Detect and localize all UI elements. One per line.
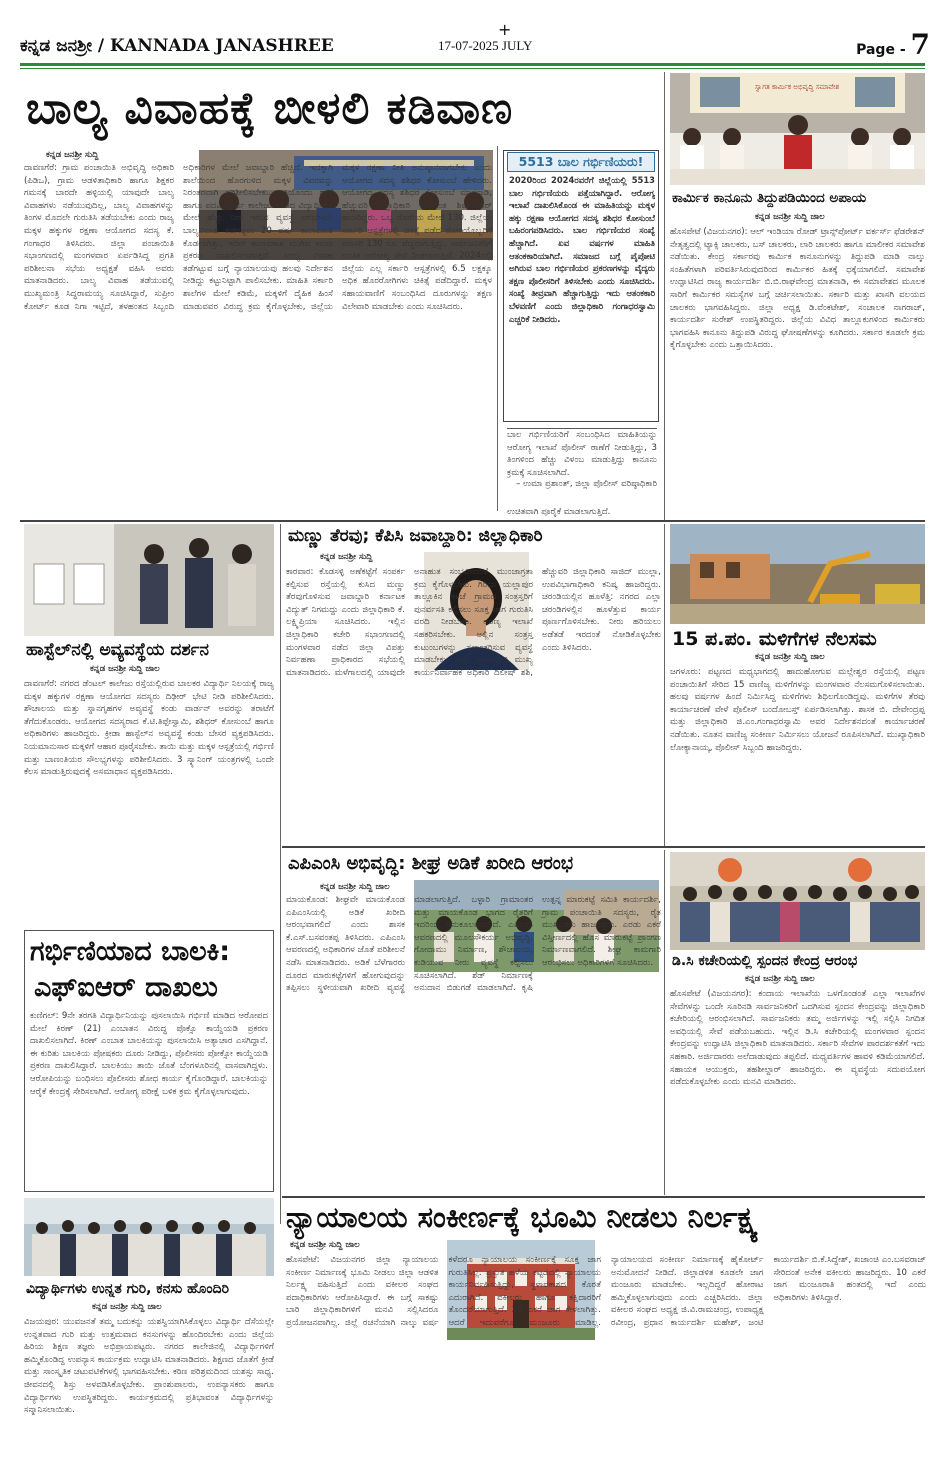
column-rule (664, 524, 665, 846)
students-body: ವಿಜಯಪುರ: ಯುವಜನತೆ ತಮ್ಮ ಬದುಕನ್ನು ಯಶಸ್ವಿಯಾಗಿಸಿಕೊಳ್ಳಲು ವಿದ್ಯಾರ್ಥಿ ದೆಸೆಯಲ್ಲೇ ಉನ್ನತವಾದ ಗುರಿ ಮತ್ತು ಉತ್ತಮವಾದ ಕನಸುಗಳನ್ನು ಹೊಂದಿರಬೇಕು ಎಂದು ಜಿಲ್ಲೆಯ ಹಿರಿಯ ಶಿಕ್ಷಣ ತಜ್ಞರು ಅಭಿಪ್ರಾಯಪಟ್ಟರು. ನಗರದ ಕಾಲೇಜಿನಲ್ಲಿ ವಿದ್ಯಾರ್ಥಿಗಳಿಗೆ ಹಮ್ಮಿಕೊಂಡಿದ್ದ ಉಪನ್ಯಾಸ ಕಾರ್ಯಕ್ರಮ ಉದ್ಘಾಟಿಸಿ ಮಾತನಾಡಿದರು. ಶಿಕ್ಷಣದ ಜೊತೆಗೆ ಕ್ರೀಡೆ ಮತ್ತು ಸಾಂಸ್ಕೃತಿಕ ಚಟುವಟಿಕೆಗಳಲ್ಲಿ ಭಾಗವಹಿಸಬೇಕು. ಕಠಿಣ ಪರಿಶ್ರಮದಿಂದ ಯಶಸ್ಸು ಸಾಧ್ಯ. ಜೀವನದಲ್ಲಿ ಶಿಸ್ತು ಅಳವಡಿಸಿಕೊಳ್ಳಬೇಕು. ಪ್ರಾಂಶುಪಾಲರು, ಉಪನ್ಯಾಸಕರು ಹಾಗೂ ವಿದ್ಯಾರ್ಥಿಗಳು ಉಪಸ್ಥಿತರಿದ್ದರು. ಕಾರ್ಯಕ್ರಮದಲ್ಲಿ ಪ್ರತಿಭಾವಂತ ವಿದ್ಯಾರ್ಥಿಗಳನ್ನು ಸನ್ಮಾನಿಸಲಾಯಿತು. (24, 1317, 274, 1416)
court-headline: ನ್ಯಾಯಾಲಯ ಸಂಕೀರ್ಣಕ್ಕೆ ಭೂಮಿ ನೀಡಲು ನಿರ್ಲಕ್ಷ್ಯ (286, 1200, 759, 1234)
labour-headline: ಕಾರ್ಮಿಕ ಕಾನೂನು ತಿದ್ದುಪಡಿಯಿಂದ ಅಪಾಯ (672, 190, 867, 206)
demolition-photo-graphic (670, 524, 925, 624)
sidebar-quote-author: – ಉಮಾ ಪ್ರಶಾಂತ್, ಜಿಲ್ಲಾ ಪೊಲೀಸ್ ವರಿಷ್ಠಾಧಿಕಾರಿ (516, 479, 657, 489)
child-marriage-body: ದಾವಣಗೆರೆ: ಗ್ರಾಮ ಪಂಚಾಯಿತಿ ಅಭಿವೃದ್ಧಿ ಅಧಿಕಾರಿ (ಪಿಡಿಒ), ಗ್ರಾಮ ಆಡಳಿತಾಧಿಕಾರಿ ಹಾಗೂ ಶಿಕ್ಷಕರ ಗಮನಕ್ಕೆ ಬಾರದೇ ಹಳ್ಳಿಯಲ್ಲಿ ಯಾವುದೇ ಬಾಲ್ಯ ವಿವಾಹಗಳು ನಡೆಯುವುದಿಲ್ಲ, ಬಾಲ್ಯ ವಿವಾಹಗಳನ್ನು ತಿಂಗಳ ಮೊದಲೇ ಗುರುತಿಸಿ ತಡೆಯಬೇಕು ಎಂದು ರಾಜ್ಯ ಮಕ್ಕಳ ಹಕ್ಕುಗಳ ರಕ್ಷಣಾ ಆಯೋಗದ ಸದಸ್ಯ ಕೆ. ಗಂಗಾಧರ ತಿಳಿಸಿದರು. ಜಿಲ್ಲಾ ಪಂಚಾಯಿತಿ ಸಭಾಂಗಣದಲ್ಲಿ ಮಂಗಳವಾರ ಏರ್ಪಡಿಸಿದ್ದ ಪ್ರಗತಿ ಪರಿಶೀಲನಾ ಸಭೆಯ ಅಧ್ಯಕ್ಷತೆ ವಹಿಸಿ ಅವರು ಮಾತನಾಡಿದರು. ಬಾಲ್ಯ ವಿವಾಹ ತಡೆಯುವಲ್ಲಿ ಮುಖ್ಯಮಂತ್ರಿ ಸಿದ್ಧರಾಮಯ್ಯ ಸೂಚಿಸಿದ್ದಾರೆ, ಸುಪ್ರೀಂ ಕೋರ್ಟ್ ಕೂಡ ನಿಗಾ ಇಟ್ಟಿದೆ, ತಳಹಂತದ ಸಿಬ್ಬಂದಿ ಅಧಿಕಾರಿಗಳ ಮೇಲೆ ಜವಾಬ್ದಾರಿ ಹೆಚ್ಚಿದೆ. ಇದಕ್ಕಾಗಿ ಶಾಲೆಯಿಂದ ಹೊರಗುಳಿದ ಮಕ್ಕಳ ವಿವರವನ್ನು ನಿರಂತರವಾಗಿ ಪರಿಶೀಲಿಸಬೇಕು. ಪ್ರತಿಯೊಂದು ಶಾಲೆ ಹಾಗೂ ಪದವಿ ಪೂರ್ವ ಕಾಲೇಜು ಹಂತದ ವಿದ್ಯಾರ್ಥಿಗಳ ಮೇಲೆ ಹೆಚ್ಚು ನಿಗಾ ಇರುವ ವ್ಯವಸ್ಥೆ ಆಗಬೇಕಿದೆ. ಬಾಲ್ಯವಿವಾಹ ತಡೆಗಟ್ಟಲು 20 ವರ್ಷ ಕಾಲಾವಕಾಶ ಕೊಡಲಾಗಿತ್ತು, ಇದೀಗ ಕಾಲಾವಕಾಶ ಮುಗಿದ ಕಾರಣ ಪ್ರಕರಣ ದಾಖಲಿಸಲಾಗುತ್ತದೆ. ಬಾಲ್ಯ ವಿವಾಹ ತಡೆಗಟ್ಟುವ ಬಗ್ಗೆ ನ್ಯಾಯಾಲಯವು ಹಲವು ನಿರ್ದೇಶನ ನೀಡಿದ್ದು ಕಟ್ಟುನಿಟ್ಟಾಗಿ ಪಾಲಿಸಬೇಕು. ಮಾಹಿತಿ ಸರ್ಕಾರಿ ಶಾಲೆಗಳ ಮೇಲೆ ಕಡಿಮೆ, ಮಕ್ಕಳಿಗೆ ದೈಹಿಕ ಹಿಂಸೆ ಮಾಡುವವರ ವಿರುದ್ಧ ಕ್ರಮ ಕೈಗೊಳ್ಳಬೇಕು, ಜಿಲ್ಲೆಯ ಮಕ್ಕಳ ರಕ್ಷಣಾ ನೀತಿ ಅನುಷ್ಠಾನವಾಗಬೇಕು ಎಂದು ಆಯೋಗದ ಸದಸ್ಯ ಶಶಿಧರ ಕೋಸುಂಬೆ ಹೇಳಿದರು. ಆಯೋಗದ ಸದಸ್ಯ ಶಶಿಧರ ಕೋಸುಂಬೆ ಮಾತನಾಡಿ, ಹೆಚ್ಚುವರಿ ಜಿಲ್ಲಾಧಿಕಾರಿ ಶೀಲವಂತ ಶಿವಕುಮಾರ್ ಹಾಜರಿದ್ದರು. ಒಬ್ಬ ರೋಗಿಯ ಮೇಲೆ 130. ಜಿಲ್ಲೆಯ ಸರ್ಕಾರಿ ಆಸ್ಪತ್ರೆಗಳಲ್ಲಿ ಚಿಕಿತ್ಸೆ ಪಡೆದ ರೋಗಿಯೊಬ್ಬರಿಗೆ ಸರಾಸರಿ 130 ರೂ. ವೆಚ್ಚವಾಗುತ್ತಿದ್ದು, ಸಾರ್ವಜನಿಕರಿಗೆ ಉಚಿತ ಆರೋಗ್ಯ ಸೇವೆ ನೀಡಲಾಗುತ್ತಿದೆ. 2024ರಲ್ಲಿ ಜಿಲ್ಲೆಯ ಎಲ್ಲ ಸರ್ಕಾರಿ ಆಸ್ಪತ್ರೆಗಳಲ್ಲಿ 6.5 ಲಕ್ಷಕ್ಕೂ ಅಧಿಕ ಹೊರರೋಗಿಗಳು ಚಿಕಿತ್ಸೆ ಪಡೆದಿದ್ದಾರೆ. ಮಕ್ಕಳ ಸಹಾಯವಾಣಿಗೆ ಸಂಬಂಧಿಸಿದ ದೂರುಗಳನ್ನು ತಕ್ಷಣ ವಿಲೇವಾರಿ ಮಾಡಬೇಕು ಎಂದು ಸೂಚಿಸಿದರು. (24, 163, 492, 312)
masthead (20, 20, 930, 62)
child-marriage-byline: ಕನ್ನಡ ಜನಶ್ರೀ ಸುದ್ದಿ (46, 150, 99, 160)
hostel-body: ದಾವಣಗೆರೆ: ನಗರದ ಡೆಂಟಲ್ ಕಾಲೇಜು ರಸ್ತೆಯಲ್ಲಿರುವ ಬಾಲಕರ ವಿದ್ಯಾರ್ಥಿ ನಿಲಯಕ್ಕೆ ರಾಜ್ಯ ಮಕ್ಕಳ ಹಕ್ಕುಗಳ ರಕ್ಷಣಾ ಆಯೋಗದ ಸದಸ್ಯರು ದಿಢೀರ್ ಭೇಟಿ ನೀಡಿ ಪರಿಶೀಲಿಸಿದರು. ಶೌಚಾಲಯ ಮತ್ತು ಸ್ನಾನಗೃಹಗಳ ಅವ್ಯವಸ್ಥೆ ಕಂಡು ವಾರ್ಡನ್ ಅವರನ್ನು ತರಾಟೆಗೆ ತೆಗೆದುಕೊಂಡರು. ಆಯೋಗದ ಸದಸ್ಯರಾದ ಕೆ.ಟಿ.ತಿಪ್ಪೇಸ್ವಾಮಿ, ಶಶಿಧರ್ ಕೋಸುಂಬೆ ಹಾಗೂ ಅಧಿಕಾರಿಗಳು ಹಾಜರಿದ್ದರು. ಕ್ರೀಡಾ ಹಾಸ್ಟೆಲ್‌ನ ಅವ್ಯವಸ್ಥೆ ಕಂಡು ಬೇಸರ ವ್ಯಕ್ತಪಡಿಸಿದರು. ನಿಯಮಾನುಸಾರ ಮಕ್ಕಳಿಗೆ ಆಹಾರ ಪೂರೈಸಬೇಕು. ತಾಯಿ ಮತ್ತು ಮಕ್ಕಳ ಆಸ್ಪತ್ರೆಯಲ್ಲಿ ಗರ್ಭಿಣಿ ಮತ್ತು ಬಾಣಂತಿಯರ ಸೌಲಭ್ಯಗಳನ್ನು ಪರಿಶೀಲಿಸಿದರು. 3 ಸ್ಕ್ಯಾನಿಂಗ್ ಯಂತ್ರಗಳಲ್ಲಿ ಒಂದೇ ಕೆಲಸ ಮಾಡುತ್ತಿರುವುದಕ್ಕೆ ಅಸಮಾಧಾನ ವ್ಯಕ್ತಪಡಿಸಿದರು. (24, 679, 274, 778)
girl-case-headline-2: ಎಫ್‌ಐಆರ್ ದಾಖಲು (34, 972, 218, 1003)
hostel-photo (24, 524, 274, 636)
paper-name: ಕನ್ನಡ ಜನಶ್ರೀ / KANNADA JANASHREE (20, 36, 334, 56)
sand-body: ಕಾರವಾರ: ಕೊಡಸಳ್ಳಿ ಅಣೆಕಟ್ಟೆಗೆ ಸಂಪರ್ಕ ಕಲ್ಪಿಸುವ ರಸ್ತೆಯಲ್ಲಿ ಕುಸಿದ ಮಣ್ಣು ತೆರವುಗೊಳಿಸುವ ಜವಾಬ್ದಾರಿ ಕರ್ನಾಟಕ ವಿದ್ಯುತ್ ನಿಗಮದ್ದು ಎಂದು ಜಿಲ್ಲಾಧಿಕಾರಿ ಕೆ. ಲಕ್ಷ್ಮಿಪ್ರಿಯಾ ಸೂಚಿಸಿದರು. ಇಲ್ಲಿನ ಜಿಲ್ಲಾಧಿಕಾರಿ ಕಚೇರಿ ಸಭಾಂಗಣದಲ್ಲಿ ಮಂಗಳವಾರ ನಡೆದ ಜಿಲ್ಲಾ ವಿಪತ್ತು ನಿರ್ವಹಣಾ ಪ್ರಾಧಿಕಾರದ ಸಭೆಯಲ್ಲಿ ಮಾತನಾಡಿದರು. ಮಳೆಗಾಲದಲ್ಲಿ ಯಾವುದೇ ಅನಾಹುತ ಸಂಭವಿಸದಂತೆ ಮುಂಜಾಗ್ರತಾ ಕ್ರಮ ಕೈಗೊಳ್ಳಬೇಕು. ಗಿರಿಯ ಯಲ್ಲಾಪುರ ತಾಲ್ಲೂಕಿನ ಕಳಚೆ ಗ್ರಾಮದ ಸಂತ್ರಸ್ತರಿಗೆ ಪುನರ್ವಸತಿ ಕಲ್ಪಿಸಲು ಸೂಕ್ತ ಜಾಗ ಗುರುತಿಸಿ ವರದಿ ನೀಡಬೇಕು. ಅರಣ್ಯ ಇಲಾಖೆ ಸಹಕರಿಸಬೇಕು. ಅಲ್ಲಿನ ಸಂತ್ರಸ್ತ ಕುಟುಂಬಗಳನ್ನು ಸ್ಥಳಾಂತರಿಸುವ ವ್ಯವಸ್ಥೆ ಮಾಡಬೇಕು. ಜಿಲ್ಲಾ ಪಂಚಾಯಿತಿ ಮುಖ್ಯ ಕಾರ್ಯನಿರ್ವಾಹಕ ಅಧಿಕಾರಿ ದಿಲೀಷ್ ಶಶಿ, ಹೆಚ್ಚುವರಿ ಜಿಲ್ಲಾಧಿಕಾರಿ ಸಾಜಿದ್ ಮುಲ್ಲಾ, ಉಪವಿಭಾಗಾಧಿಕಾರಿ ಕನಿಷ್ಕ ಹಾಜರಿದ್ದರು. ಚರಂಡಿಯಲ್ಲಿನ ಹೂಳೆತ್ತಿ: ನಗರದ ಎಲ್ಲಾ ಚರಂಡಿಗಳಲ್ಲಿನ ಹೂಳೆತ್ತುವ ಕಾರ್ಯ ಪೂರ್ಣಗೊಳಿಸಬೇಕು. ನೀರು ಹರಿಯಲು ಅಡೆತಡೆ ಇರದಂತೆ ನೋಡಿಕೊಳ್ಳಬೇಕು ಎಂದು ತಿಳಿಸಿದರು. (286, 567, 661, 678)
page-label: Page - (856, 42, 906, 58)
students-photo-graphic (24, 1198, 274, 1276)
students-byline: ಕನ್ನಡ ಜನಶ್ರೀ ಸುದ್ದಿ ಜಾಲ (92, 1302, 162, 1312)
dc-office-byline: ಕನ್ನಡ ಜನಶ್ರೀ ಸುದ್ದಿ ಜಾಲ (745, 974, 815, 984)
girl-case-body: ಕುಣಿಗಲ್: 9ನೇ ತರಗತಿ ವಿದ್ಯಾರ್ಥಿನಿಯನ್ನು ಪುಸಲಾಯಿಸಿ ಗರ್ಭಿಣಿ ಮಾಡಿದ ಆರೋಪದ ಮೇಲೆ ಕಿರಣ್ (21) ಎಂಬಾತನ ವಿರುದ್ಧ ಪೊಕ್ಸೊ ಕಾಯ್ದೆಯಡಿ ಪ್ರಕರಣ ದಾಖಲಿಸಲಾಗಿದೆ. ಕಿರಣ್ ಎಂಬಾತ ಬಾಲಕಿಯನ್ನು ಪುಸಲಾಯಿಸಿ ಅತ್ಯಾಚಾರ ಎಸಗಿದ್ದಾನೆ. ಈ ಕುರಿತು ಬಾಲಕಿಯ ಪೋಷಕರು ದೂರು ನೀಡಿದ್ದು, ಪೊಲೀಸರು ಪೋಕ್ಸೋ ಕಾಯ್ದೆಯಡಿ ಪ್ರಕರಣ ದಾಖಲಿಸಿದ್ದಾರೆ. ಬಾಲಕಿಯು ತಾಯಿ ಜೊತೆ ಬೆಂಗಳೂರಿನಲ್ಲಿ ವಾಸವಾಗಿದ್ದಳು. ಆರೋಪಿಯನ್ನು ಬಂಧಿಸಲು ಪೊಲೀಸರು ಶೋಧ ಕಾರ್ಯ ಕೈಗೊಂಡಿದ್ದಾರೆ. ಬಾಲಕಿಯನ್ನು ಆರೈಕೆ ಕೇಂದ್ರಕ್ಕೆ ಸೇರಿಸಲಾಗಿದೆ. ಆರೋಗ್ಯ ಪರೀಕ್ಷೆ ಬಳಿಕ ಕ್ರಮ ಕೈಗೊಳ್ಳಲಾಗುವುದು. (30, 1011, 268, 1097)
demolition-caption: 15 ಪ.ಪಂ. ಮಳಿಗೆಗಳ ನೆಲಸಮ (672, 628, 877, 650)
sidebar-tail: ಉಚಿತವಾಗಿ ಪೂರೈಕೆ ಮಾಡಲಾಗುತ್ತಿದೆ. (507, 507, 611, 517)
dc-office-photo-graphic (670, 852, 925, 950)
masthead-rule-thin (20, 68, 925, 69)
masthead-rule (20, 63, 925, 66)
column-rule (280, 524, 281, 1224)
apmc-body: ಮಾಯಕೊಂಡ: ಶೀಘ್ರವೇ ಮಾಯಕೊಂಡ ಎಪಿಎಂಸಿಯಲ್ಲಿ ಅಡಿಕೆ ಖರೀದಿ ಆರಂಭವಾಗಲಿದೆ ಎಂದು ಶಾಸಕ ಕೆ.ಎಸ್.ಬಸವಂತಪ್ಪ ತಿಳಿಸಿದರು. ಎಪಿಎಂಸಿ ಆವರಣದಲ್ಲಿ ಅಧಿಕಾರಿಗಳ ಜೊತೆ ಪರಿಶೀಲನೆ ನಡೆಸಿ ಮಾತನಾಡಿದರು. ಅಡಿಕೆ ಬೆಳೆಗಾರರು ದೂರದ ಮಾರುಕಟ್ಟೆಗಳಿಗೆ ಹೋಗುವುದನ್ನು ತಪ್ಪಿಸಲು ಸ್ಥಳೀಯವಾಗಿ ಖರೀದಿ ವ್ಯವಸ್ಥೆ ಮಾಡಲಾಗುತ್ತಿದೆ. ಬಳ್ಳಾರಿ ಗ್ರಾಮಾಂತರ ಮತ್ತು ಮಾಯಕೊಂಡ ಭಾಗದ ರೈತರಿಗೆ ಇದರಿಂದ ಅನುಕೂಲವಾಗಲಿದೆ. ಎಪಿಎಂಸಿ ಆವರಣದಲ್ಲಿ ಮೂಲಸೌಕರ್ಯ ಅಭಿವೃದ್ಧಿ, ಗೋದಾಮು ನಿರ್ಮಾಣ, ಶೌಚಾಲಯ, ಕುಡಿಯುವ ನೀರು ವ್ಯವಸ್ಥೆ ಕಲ್ಪಿಸಲು ಸೂಚಿಸಲಾಗಿದೆ. ಶೆಡ್ ನಿರ್ಮಾಣಕ್ಕೆ ಅನುದಾನ ಬಿಡುಗಡೆ ಮಾಡಲಾಗಿದೆ. ಕೃಷಿ ಉತ್ಪನ್ನ ಮಾರುಕಟ್ಟೆ ಸಮಿತಿ ಕಾರ್ಯದರ್ಶಿ, ಗ್ರಾಮ ಪಂಚಾಯಿತಿ ಸದಸ್ಯರು, ರೈತ ಮುಖಂಡರು ಹಾಜರಿದ್ದರು. ಎರಡು ಎಕರೆ ವಿಸ್ತೀರ್ಣದಲ್ಲಿ ಹೊಸ ಮಾರುಕಟ್ಟೆ ಪ್ರಾಂಗಣ ನಿರ್ಮಾಣವಾಗಲಿದೆ. ಶೀಘ್ರ ಕಾಮಗಾರಿ ಆರಂಭಿಸಲು ಅಧಿಕಾರಿಗಳಿಗೆ ಸೂಚಿಸಿದರು. (286, 895, 661, 994)
hostel-photo-graphic (24, 524, 274, 636)
sidebar-quote: ಬಾಲ ಗರ್ಭಿಣಿಯರಿಗೆ ಸಂಬಂಧಿಸಿದ ಮಾಹಿತಿಯನ್ನು ಆರೋಗ್ಯ ಇಲಾಖೆ ಪೊಲೀಸ್ ಠಾಣೆಗೆ ನೀಡುತ್ತಿದ್ದು, 3 ತಿಂಗಳಿಂದ ಹೆಚ್ಚು ವಿಳಂಬ ಮಾಡುತ್ತಿದ್ದು ಕಾನೂನು ಕ್ರಮಕ್ಕೆ ಸೂಚಿಸಲಾಗಿದೆ. (507, 430, 657, 478)
hostel-byline: ಕನ್ನಡ ಜನಶ್ರೀ ಸುದ್ದಿ ಜಾಲ (90, 664, 160, 674)
labour-banner-text: ಸ್ವಾಗತ ಕಾರ್ಮಿಕ ಅಭಿವೃದ್ಧಿ ಸಮಾವೇಶ (754, 83, 840, 91)
court-byline: ಕನ್ನಡ ಜನಶ್ರೀ ಸುದ್ದಿ ಜಾಲ (290, 1240, 360, 1250)
labour-byline: ಕನ್ನಡ ಜನಶ್ರೀ ಸುದ್ದಿ ಜಾಲ (755, 212, 825, 222)
apmc-headline: ಎಪಿಎಂಸಿ ಅಭಿವೃದ್ಧಿ: ಶೀಘ್ರ ಅಡಿಕೆ ಖರೀದಿ ಆರಂಭ (288, 853, 574, 874)
registration-mark: + (498, 20, 512, 39)
page-indicator (856, 28, 930, 61)
column-rule (664, 850, 665, 1195)
dc-office-caption: ಡಿ.ಸಿ ಕಚೇರಿಯಲ್ಲಿ ಸ್ಪಂದನ ಕೇಂದ್ರ ಆರಂಭ (672, 953, 858, 969)
section-rule (282, 846, 925, 848)
dc-office-body: ಹೊಸಪೇಟೆ (ವಿಜಯನಗರ): ಕಂದಾಯ ಇಲಾಖೆಯ ಒಳಗೊಂಡಂತೆ ಎಲ್ಲಾ ಇಲಾಖೆಗಳ ಸೇವೆಗಳನ್ನು ಒಂದೇ ಸೂರಿನಡಿ ಸಾರ್ವಜನಿಕರಿಗೆ ಒದಗಿಸುವ ಸ್ಪಂದನ ಕೇಂದ್ರವನ್ನು ಜಿಲ್ಲಾಧಿಕಾರಿ ಕಚೇರಿಯಲ್ಲಿ ಆರಂಭಿಸಲಾಗಿದೆ. ಸಾರ್ವಜನಿಕರು ತಮ್ಮ ಅರ್ಜಿಗಳನ್ನು ಇಲ್ಲಿ ಸಲ್ಲಿಸಿ ನಿಗದಿತ ಅವಧಿಯಲ್ಲಿ ಸೇವೆ ಪಡೆಯಬಹುದು. ಇಲ್ಲಿನ ಡಿ.ಸಿ ಕಚೇರಿಯಲ್ಲಿ ಮಂಗಳವಾರ ಸ್ಪಂದನ ಕೇಂದ್ರವನ್ನು ಉದ್ಘಾಟಿಸಿ ಜಿಲ್ಲಾಧಿಕಾರಿ ಮಾತನಾಡಿದರು. ಸರ್ಕಾರಿ ಸೇವೆಗಳ ಪಾರದರ್ಶಕತೆಗೆ ಇದು ಸಹಕಾರಿ. ಅರ್ಜಿದಾರರು ಅಲೆದಾಡುವುದು ತಪ್ಪಲಿದೆ. ಮಧ್ಯವರ್ತಿಗಳ ಹಾವಳಿ ಕಡಿಮೆಯಾಗಲಿದೆ. ಸಹಾಯಕ ಆಯುಕ್ತರು, ತಹಶೀಲ್ದಾರ್ ಹಾಜರಿದ್ದರು. ಈ ವ್ಯವಸ್ಥೆಯ ಸದುಪಯೋಗ ಪಡೆದುಕೊಳ್ಳಬೇಕು ಎಂದು ಮನವಿ ಮಾಡಿದರು. (670, 989, 925, 1088)
labour-body: ಹೊಸಪೇಟೆ (ವಿಜಯನಗರ): ಆಲ್ ಇಂಡಿಯಾ ರೋಡ್ ಟ್ರಾನ್ಸ್‌ಪೋರ್ಟ್ ವರ್ಕರ್ಸ್ ಫೆಡರೇಶನ್ ನೇತೃತ್ವದಲ್ಲಿ ಟ್ಯಾಕ್ಸಿ ಚಾಲಕರು, ಬಸ್ ಚಾಲಕರು, ಲಾರಿ ಚಾಲಕರು ಹಾಗೂ ಮಾಲೀಕರ ಸಮಾವೇಶ ನಡೆಯಿತು. ಕೇಂದ್ರ ಸರ್ಕಾರವು ಕಾರ್ಮಿಕ ಕಾನೂನುಗಳನ್ನು ತಿದ್ದುಪಡಿ ಮಾಡಿ ನಾಲ್ಕು ಸಂಹಿತೆಗಳಾಗಿ ಪರಿವರ್ತಿಸಿರುವುದರಿಂದ ಕಾರ್ಮಿಕರ ಹಿತಕ್ಕೆ ಧಕ್ಕೆಯಾಗಲಿದೆ. ಸಮಾವೇಶ ಉದ್ಘಾಟಿಸಿದ ರಾಜ್ಯ ಕಾರ್ಯದರ್ಶಿ ಬಿ.ಬಿ.ರಾಘವೇಂದ್ರ ಮಾತನಾಡಿ, ಈ ಸಮಾವೇಶದ ಮೂಲಕ ಸಾರಿಗೆ ಕಾರ್ಮಿಕರ ಸಮಸ್ಯೆಗಳ ಬಗ್ಗೆ ಚರ್ಚಿಸಲಾಯಿತು. ಸರ್ಕಾರಿ ಮತ್ತು ಖಾಸಗಿ ವಲಯದ ಚಾಲಕರು ಭಾಗವಹಿಸಿದ್ದರು. ಜಿಲ್ಲಾ ಅಧ್ಯಕ್ಷ ಡಿ.ವೆಂಕಟೇಶ್, ಸಂಚಾಲಕ ನಾಗರಾಜ್, ಕಾರ್ಯದರ್ಶಿ ಸುರೇಶ್ ಉಪಸ್ಥಿತರಿದ್ದರು. ಜಿಲ್ಲೆಯ ವಿವಿಧ ತಾಲ್ಲೂಕುಗಳಿಂದ ಕಾರ್ಮಿಕರು ಭಾಗವಹಿಸಿ ಕಾನೂನು ತಿದ್ದುಪಡಿ ವಿರುದ್ಧ ಘೋಷಣೆಗಳನ್ನು ಕೂಗಿದರು. ಸರ್ಕಾರ ಕೂಡಲೇ ಕ್ರಮ ಕೈಗೊಳ್ಳಬೇಕು ಎಂದು ಒತ್ತಾಯಿಸಿದರು. (670, 227, 925, 351)
labour-photo-graphic (670, 73, 925, 185)
sidebar-box-title: 5513 ಬಾಲ ಗರ್ಭಿಣಿಯರು! (507, 152, 655, 172)
apmc-byline: ಕನ್ನಡ ಜನಶ್ರೀ ಸುದ್ದಿ ಜಾಲ (320, 882, 390, 892)
students-photo (24, 1198, 274, 1276)
dc-office-photo (670, 852, 925, 950)
sidebar-box-body: 2020ರಿಂದ 2024ರವರೆಗೆ ಜಿಲ್ಲೆಯಲ್ಲಿ 5513 ಬಾಲ ಗರ್ಭಿಣಿಯರು ಪತ್ತೆಯಾಗಿದ್ದಾರೆ. ಆರೋಗ್ಯ ಇಲಾಖೆ ದಾಖಲಿಸಿಕೊಂಡ ಈ ಮಾಹಿತಿಯನ್ನು ಮಕ್ಕಳ ಹಕ್ಕು ರಕ್ಷಣಾ ಆಯೋಗದ ಸದಸ್ಯ ಶಶಿಧರ ಕೋಸುಂಬೆ ಬಹಿರಂಗಪಡಿಸಿದರು. ಬಾಲ ಗರ್ಭಿಣಿಯರ ಸಂಖ್ಯೆ ಹೆಚ್ಚಾಗಿದೆ. ಏವ ವರ್ಷಗಳ ಮಾಹಿತಿ ಆತಂಕಕಾರಿಯಾಗಿದೆ. ಸಮಾಜದ ಬಗ್ಗೆ ಪೈಪೋಟಿ ಅಗಿರುವ ಬಾಲ ಗರ್ಭಿಣಿಯರ ಪ್ರಕರಣಗಳನ್ನು ವೈದ್ಯರು ತಕ್ಷಣ ಪೊಲೀಸರಿಗೆ ತಿಳಿಸಬೇಕು ಎಂದು ಸೂಚಿಸಿದರು. ಸಂಖ್ಯೆ ತೀವ್ರವಾಗಿ ಹೆಚ್ಚಾಗುತ್ತಿದ್ದು ಇದು ಆತಂಕಕಾರಿ ಬೆಳವಣಿಗೆ ಎಂದು ಜಿಲ್ಲಾಧಿಕಾರಿ ಗಂಗಾಧರಸ್ವಾಮಿ ಎಚ್ಚರಿಕೆ ನೀಡಿದರು. (509, 175, 655, 324)
labour-photo (670, 73, 925, 185)
court-body: ಹೊಸಪೇಟೆ: ವಿಜಯನಗರ ಜಿಲ್ಲಾ ನ್ಯಾಯಾಲಯ ಸಂಕೀರ್ಣ ನಿರ್ಮಾಣಕ್ಕೆ ಭೂಮಿ ನೀಡಲು ಜಿಲ್ಲಾ ಆಡಳಿತ ನಿರ್ಲಕ್ಷ್ಯ ವಹಿಸುತ್ತಿದೆ ಎಂದು ವಕೀಲರ ಸಂಘದ ಪದಾಧಿಕಾರಿಗಳು ಆರೋಪಿಸಿದ್ದಾರೆ. ಈ ಬಗ್ಗೆ ಸಾಕಷ್ಟು ಬಾರಿ ಜಿಲ್ಲಾಧಿಕಾರಿಗಳಿಗೆ ಮನವಿ ಸಲ್ಲಿಸಿದರೂ ಪ್ರಯೋಜನವಾಗಿಲ್ಲ. ಜಿಲ್ಲೆ ರಚನೆಯಾಗಿ ನಾಲ್ಕು ವರ್ಷ ಕಳೆದರೂ ನ್ಯಾಯಾಲಯ ಸಂಕೀರ್ಣಕ್ಕೆ ಸೂಕ್ತ ಜಾಗ ಗುರುತಿಸಿಲ್ಲ. ಪ್ರಸ್ತುತ ಹಳೆಯ ಕಟ್ಟಡದಲ್ಲಿ ನ್ಯಾಯಾಲಯ ಕಾರ್ಯನಿರ್ವಹಿಸುತ್ತಿದ್ದು, ಸ್ಥಳಾವಕಾಶದ ಕೊರತೆ ಎದುರಾಗಿದೆ. ವಕೀಲರು ಹಾಗೂ ಕಕ್ಷಿದಾರರಿಗೆ ತೊಂದರೆಯಾಗುತ್ತಿದೆ. 20 ಎಕರೆ ಜಾಗ ಕೇಳಲಾಗಿತ್ತು. ಆದರೆ ಇದುವರೆಗೂ ಮಂಜೂರು ಮಾಡಿಲ್ಲ. ನ್ಯಾಯಾಲಯದ ಸಂಕೀರ್ಣ ನಿರ್ಮಾಣಕ್ಕೆ ಹೈಕೋರ್ಟ್ ಅನುಮೋದನೆ ನೀಡಿದೆ. ಜಿಲ್ಲಾಡಳಿತ ಕೂಡಲೇ ಜಾಗ ಮಂಜೂರು ಮಾಡಬೇಕು. ಇಲ್ಲದಿದ್ದರೆ ಹೋರಾಟ ಹಮ್ಮಿಕೊಳ್ಳಲಾಗುವುದು ಎಂದು ಎಚ್ಚರಿಸಿದರು. ಜಿಲ್ಲಾ ವಕೀಲರ ಸಂಘದ ಅಧ್ಯಕ್ಷ ಜಿ.ವಿ.ರಾಮಚಂದ್ರ, ಉಪಾಧ್ಯಕ್ಷ ರವೀಂದ್ರ, ಪ್ರಧಾನ ಕಾರ್ಯದರ್ಶಿ ಮಹೇಶ್, ಜಂಟಿ ಕಾರ್ಯದರ್ಶಿ ಬಿ.ಕೆ.ಸಿದ್ದೇಶ್, ಖಜಾಂಚಿ ಎಂ.ಬಸವರಾಜ್ ಸೇರಿದಂತೆ ಅನೇಕ ವಕೀಲರು ಹಾಜರಿದ್ದರು. 10 ಎಕರೆ ಜಾಗ ಮಂಜೂರಾತಿ ಹಂತದಲ್ಲಿ ಇದೆ ಎಂದು ಅಧಿಕಾರಿಗಳು ತಿಳಿಸಿದ್ದಾರೆ. (286, 1255, 926, 1328)
page-number: 7 (910, 28, 930, 61)
section-rule (20, 520, 925, 522)
child-marriage-headline: ಬಾಲ್ಯ ವಿವಾಹಕ್ಕೆ ಬೀಳಲಿ ಕಡಿವಾಣ (26, 83, 514, 134)
column-rule (497, 146, 498, 511)
issue-date: 17-07-2025 JULY (438, 38, 533, 53)
girl-case-headline-1: ಗರ್ಭಿಣಿಯಾದ ಬಾಲಕಿ: (30, 936, 231, 967)
sand-byline: ಕನ್ನಡ ಜನಶ್ರೀ ಸುದ್ದಿ (320, 552, 373, 562)
column-rule (664, 72, 665, 522)
demolition-body: ಜಗಳೂರು: ಪಟ್ಟಣದ ಮಧ್ಯಭಾಗದಲ್ಲಿ ಹಾದುಹೋಗುವ ಮಲ್ಲೇಶ್ವರ ರಸ್ತೆಯಲ್ಲಿ ಪಟ್ಟಣ ಪಂಚಾಯಿತಿಗೆ ಸೇರಿದ 15 ವಾಣಿಜ್ಯ ಮಳಿಗೆಗಳನ್ನು ಮಂಗಳವಾರ ನೆಲಸಮಗೊಳಿಸಲಾಯಿತು. ಹಲವು ವರ್ಷಗಳ ಹಿಂದೆ ನಿರ್ಮಿಸಿದ್ದ ಮಳಿಗೆಗಳು ಶಿಥಿಲಗೊಂಡಿದ್ದವು. ಮಳಿಗೆಗಳ ತೆರವು ಕಾರ್ಯಾಚರಣೆ ವೇಳೆ ಪೊಲೀಸ್ ಬಂದೋಬಸ್ತ್ ಏರ್ಪಡಿಸಲಾಗಿತ್ತು. ಶಾಸಕ ಬಿ. ದೇವೇಂದ್ರಪ್ಪ ಮತ್ತು ಜಿಲ್ಲಾಧಿಕಾರಿ ಜಿ.ಎಂ.ಗಂಗಾಧರಸ್ವಾಮಿ ಅವರ ನಿರ್ದೇಶನದಂತೆ ಕಾರ್ಯಾಚರಣೆ ನಡೆಯಿತು. ನೂತನ ವಾಣಿಜ್ಯ ಸಂಕೀರ್ಣ ನಿರ್ಮಿಸಲು ಯೋಜನೆ ರೂಪಿಸಲಾಗಿದೆ. ಮುಖ್ಯಾಧಿಕಾರಿ ಲೋಕ್ಯಾನಾಯ್ಕ, ಪೊಲೀಸ್ ಸಿಬ್ಬಂದಿ ಹಾಜರಿದ್ದರು. (670, 667, 925, 753)
sand-headline: ಮಣ್ಣು ತೆರವು; ಕೆಪಿಸಿ ಜವಾಬ್ದಾರಿ: ಜಿಲ್ಲಾಧಿಕಾರಿ (288, 526, 543, 546)
demolition-byline: ಕನ್ನಡ ಜನಶ್ರೀ ಸುದ್ದಿ ಜಾಲ (755, 652, 825, 662)
students-caption: ವಿದ್ಯಾರ್ಥಿಗಳು ಉನ್ನತ ಗುರಿ, ಕನಸು ಹೊಂದಿರಿ (26, 1281, 229, 1297)
hostel-caption: ಹಾಸ್ಟೆಲ್‌ನಲ್ಲಿ ಅವ್ಯವಸ್ಥೆಯ ದರ್ಶನ (26, 640, 209, 660)
demolition-photo (670, 524, 925, 624)
